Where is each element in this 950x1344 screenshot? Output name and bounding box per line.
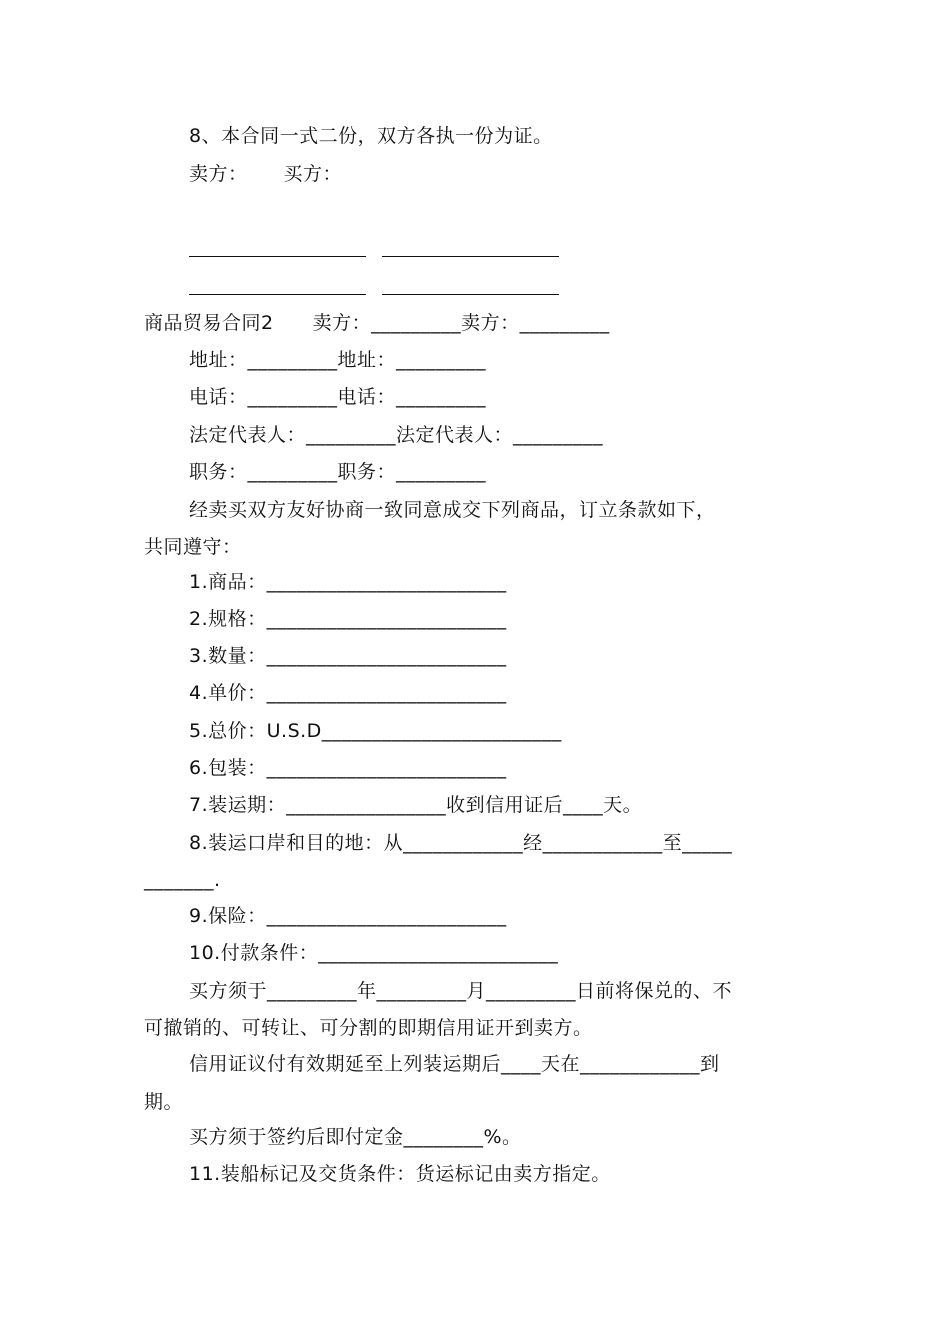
item-total-price: 5.总价：U.S.D________________________ [189,720,562,742]
item-insurance: 9.保险：________________________ [189,905,507,927]
item-shipping-marks: 11.装船标记及交货条件：货运标记由卖方指定。 [189,1163,611,1185]
intro-paragraph-line-2: 共同遵守： [144,536,242,558]
buyer-signature-line-2 [382,294,559,295]
legal-representative-line: 法定代表人：_________法定代表人：_________ [189,424,604,446]
address-line: 地址：_________地址：_________ [189,349,487,371]
payment-paragraph-line-1: 买方须于_________年_________月_________日前将保兑的、不 [189,980,733,1002]
item-unit-price: 4.单价：________________________ [189,682,507,704]
payment-paragraph-line-2: 可撤销的、可转让、可分割的即期信用证开到卖方。 [144,1017,593,1039]
lc-validity-line-2: 期。 [144,1091,184,1113]
seller-signature-line-1 [189,256,366,257]
phone-line: 电话：_________电话：_________ [189,386,487,408]
item-goods: 1.商品：________________________ [189,571,507,593]
item-ports-line-2: _______. [144,869,221,891]
item-quantity: 3.数量：________________________ [189,645,507,667]
buyer-signature-line-1 [382,256,559,257]
intro-paragraph-line-1: 经卖买双方友好协商一致同意成交下列商品，订立条款如下， [189,499,716,521]
deposit-line: 买方须于签约后即付定金________%。 [189,1126,522,1148]
seller-signature-line-2 [189,294,366,295]
item-payment-terms: 10.付款条件：________________________ [189,942,559,964]
position-line: 职务：_________职务：_________ [189,461,487,483]
signature-labels: 卖方： 买方： [189,163,343,185]
lc-validity-line-1: 信用证议付有效期延至上列装运期后____天在____________到 [189,1053,720,1075]
item-shipment-period: 7.装运期：________________收到信用证后____天。 [189,794,643,816]
item-packing: 6.包装：________________________ [189,757,507,779]
contract-heading-line: 商品贸易合同2 卖方：_________卖方：_________ [144,312,610,334]
item-specification: 2.规格：________________________ [189,608,507,630]
item-ports-line-1: 8.装运口岸和目的地：从____________经____________至_____ [189,832,733,854]
clause-copies: 8、本合同一式二份，双方各执一份为证。 [189,125,553,147]
